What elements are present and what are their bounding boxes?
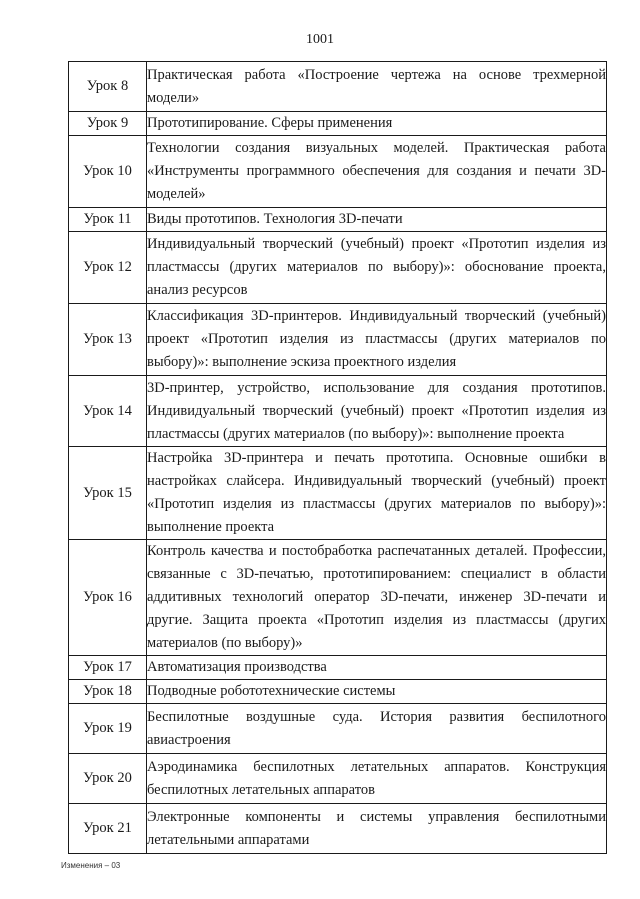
lesson-label: Урок 13: [69, 304, 147, 376]
lesson-topic: Контроль качества и постобработка распечатанных деталей. Профессии, связанные с 3D-печатью, прототипированием: специалист в области аддитивных технологий оператор 3D-печати, инженер 3D-печати и другие. Защита проекта «Прототип изделия из пластмассы (других материалов (по выбору)»: [147, 540, 607, 656]
lesson-topic: Виды прототипов. Технология 3D-печати: [147, 208, 607, 232]
table-row: [69, 376, 607, 447]
lesson-label: Урок 10: [69, 136, 147, 208]
table-row: [69, 656, 607, 680]
lesson-label: Урок 16: [69, 540, 147, 656]
table-row: [69, 304, 607, 376]
table-row: [69, 704, 607, 754]
lesson-label: Урок 21: [69, 804, 147, 854]
lesson-topic: Настройка 3D-принтера и печать прототипа. Основные ошибки в настройках слайсера. Индивидуальный творческий (учебный) проект «Прототип изделия из пластмассы (других материалов по выбору)»: выполнение проекта: [147, 447, 607, 540]
lesson-label: Урок 15: [69, 447, 147, 540]
lesson-label: Урок 18: [69, 680, 147, 704]
lesson-label: Урок 8: [69, 62, 147, 112]
table-row: [69, 447, 607, 540]
lesson-topic: Автоматизация производства: [147, 656, 607, 680]
lesson-label: Урок 12: [69, 232, 147, 304]
lesson-label: Урок 19: [69, 704, 147, 754]
lesson-topic: Практическая работа «Построение чертежа на основе трехмерной модели»: [147, 62, 607, 112]
lesson-label: Урок 9: [69, 112, 147, 136]
lessons-table: [68, 61, 607, 854]
table-row: [69, 754, 607, 804]
lesson-topic: 3D-принтер, устройство, использование для создания прототипов. Индивидуальный творческий (учебный) проект «Прототип изделия из пластмассы (других материалов (по выбору)»: выполнение проекта: [147, 376, 607, 447]
table-row: [69, 540, 607, 656]
lesson-label: Урок 20: [69, 754, 147, 804]
table-row: [69, 62, 607, 112]
table-row: [69, 112, 607, 136]
table-row: [69, 680, 607, 704]
revision-footer: Изменения – 03: [61, 861, 121, 870]
lesson-topic: Классификация 3D-принтеров. Индивидуальный творческий (учебный) проект «Прототип изделия из пластмассы (других материалов по выбору)»: выполнение эскиза проектного изделия: [147, 304, 607, 376]
table-row: [69, 208, 607, 232]
table-row: [69, 804, 607, 854]
page-number: 1001: [306, 32, 334, 47]
table-row: [69, 136, 607, 208]
lesson-topic: Аэродинамика беспилотных летательных аппаратов. Конструкция беспилотных летательных аппаратов: [147, 754, 607, 804]
lesson-label: Урок 11: [69, 208, 147, 232]
lesson-topic: Прототипирование. Сферы применения: [147, 112, 607, 136]
lesson-topic: Индивидуальный творческий (учебный) проект «Прототип изделия из пластмассы (других материалов по выбору)»: обоснование проекта, анализ ресурсов: [147, 232, 607, 304]
lesson-topic: Технологии создания визуальных моделей. Практическая работа «Инструменты программного обеспечения для создания и печати 3D-моделей»: [147, 136, 607, 208]
lesson-label: Урок 14: [69, 376, 147, 447]
table-row: [69, 232, 607, 304]
lesson-topic: Электронные компоненты и системы управления беспилотными летательными аппаратами: [147, 804, 607, 854]
lesson-topic: Подводные робототехнические системы: [147, 680, 607, 704]
lesson-label: Урок 17: [69, 656, 147, 680]
lesson-topic: Беспилотные воздушные суда. История развития беспилотного авиастроения: [147, 704, 607, 754]
